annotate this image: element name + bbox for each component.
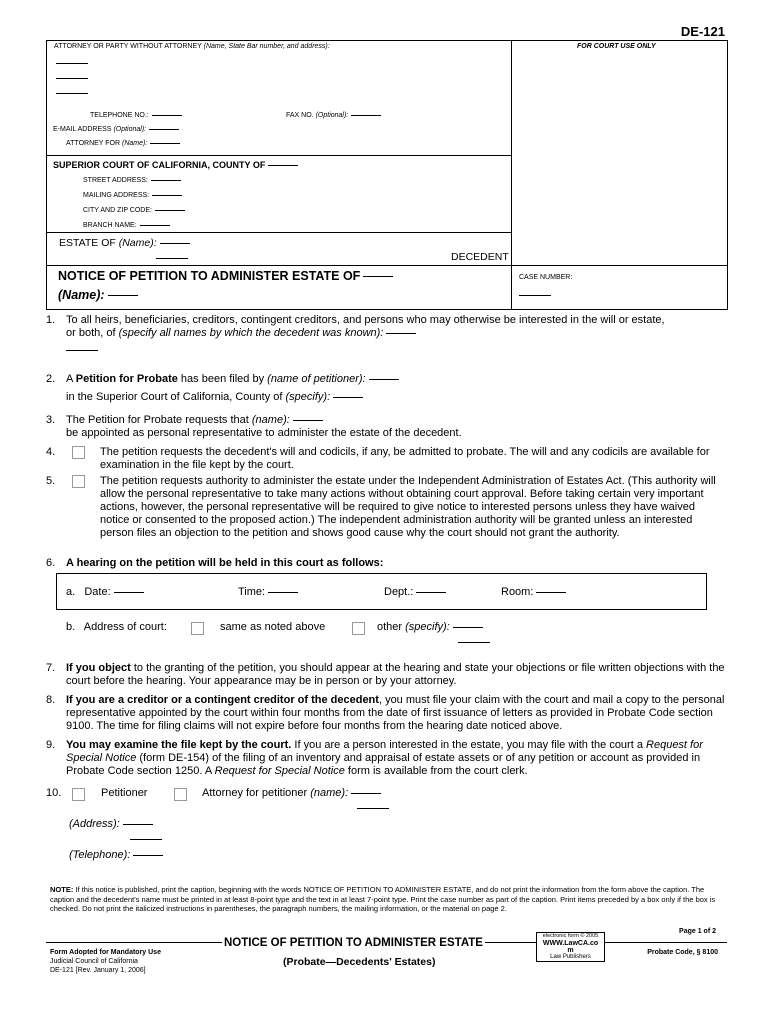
notice-name-field[interactable]: (Name): [58,288,138,302]
other-address-line[interactable] [458,642,490,643]
item-10-number: 10. [46,787,62,799]
street-address-field[interactable]: STREET ADDRESS: [83,177,181,184]
same-as-noted-label: same as noted above [220,621,326,633]
page-number: Page 1 of 2 [679,928,716,935]
address-field[interactable]: (Address): [69,818,153,831]
item-7-text: If you object to the granting of the petition, you should appear at the hearing and state your objections or file written objections with the court before the hearing. Your appearance may be in person or by your attorney. [66,662,725,687]
court-name-field[interactable]: SUPERIOR COURT OF CALIFORNIA, COUNTY OF [53,160,298,170]
address-of-court-label: b. Address of court: [66,621,167,633]
item-5-text: The petition requests authority to administer the estate under the Independent Administration of Estates Act. (This authority will allow the personal representative to take many actions without obtaining court approval. Before taking certain very important actions, however, the personal representative will be required to give notice to interested persons unless they have waived notice or consented to the proposed action.) The independent administration authority will be granted unless an interested person files an objection to the petition and shows good cause why the court should not grant the authority. [100,475,716,539]
estate-name-line[interactable] [156,258,188,259]
court-use-label: FOR COURT USE ONLY [577,43,656,50]
judicial-council: Judicial Council of California [50,958,138,965]
fax-field[interactable]: FAX NO. (Optional): [286,112,381,119]
item-4-checkbox[interactable] [72,446,85,459]
hearing-dept-field[interactable]: Dept.: [384,586,446,599]
probate-code: Probate Code, § 8100 [647,949,718,956]
attorney-line-3[interactable] [56,93,88,94]
other-address-checkbox[interactable] [352,622,365,635]
item-2-county[interactable]: in the Superior Court of California, County of (specify): [66,391,363,404]
hearing-room-field[interactable]: Room: [501,586,566,599]
item-9-number: 9. [46,739,56,751]
item-8-number: 8. [46,694,56,706]
other-address-field[interactable]: other (specify): [377,621,483,634]
item-6-number: 6. [46,557,56,569]
branch-name-field[interactable]: BRANCH NAME: [83,222,170,229]
attorney-line-1[interactable] [56,63,88,64]
item-9-text: You may examine the file kept by the court. If you are a person interested in the estate, you may file with the court a Request for Special Notice (form DE-154) of the filing of an inventory and appraisal of estate assets or of any petition or account as provided in Probate Code section 1250. A Request for Special Notice form is available from the court clerk. [66,739,703,777]
item-2-number: 2. [46,373,56,385]
petitioner-checkbox[interactable] [72,788,85,801]
note-text: NOTE: If this notice is published, print the caption, beginning with the words NOTICE OF PETITION TO ADMINISTER ESTATE, and do not print the information from the form above the caption. The caption and the decedent's name must be printed in at least 8-point type and the text in at least 7-point type. Print the case number as part of the caption. Print items preceded by a box only if the box is checked. Do not print the italicized instructions in parentheses, the paragraph numbers, the mailing information, or the material on page 2. [50,885,716,913]
item-1-number: 1. [46,314,56,326]
form-id: DE-121 [680,24,725,39]
item-5-number: 5. [46,475,56,487]
petitioner-label: Petitioner [101,787,148,799]
hearing-time-field[interactable]: Time: [238,586,298,599]
item-7-number: 7. [46,662,56,674]
hearing-date-field[interactable]: a. Date: [66,586,144,599]
attorney-petitioner-field[interactable]: Attorney for petitioner (name): [202,787,381,800]
form-adopted: Form Adopted for Mandatory Use [50,949,161,956]
city-zip-field[interactable]: CITY AND ZIP CODE: [83,207,185,214]
form-revision: DE-121 [Rev. January 1, 2006] [50,967,146,974]
notice-title: NOTICE OF PETITION TO ADMINISTER ESTATE OF [58,269,393,283]
item-6-text: A hearing on the petition will be held in this court as follows: [66,557,384,569]
item-4-number: 4. [46,446,56,458]
footer-title: NOTICE OF PETITION TO ADMINISTER ESTATE [224,937,483,949]
hearing-box [56,573,707,610]
decedent-label: DECEDENT [451,251,509,263]
item-5-checkbox[interactable] [72,475,85,488]
address-line-2[interactable] [130,839,162,840]
item-4-text: The petition requests the decedent's will and codicils, if any, be admitted to probate. The will and any codicils are available for examination in the file kept by the court. [100,446,710,471]
item-3-number: 3. [46,414,56,426]
telephone-field[interactable]: TELEPHONE NO.: [90,112,182,119]
footer-subtitle: (Probate—Decedents' Estates) [283,956,436,968]
attorney-petitioner-checkbox[interactable] [174,788,187,801]
attorney-label: ATTORNEY OR PARTY WITHOUT ATTORNEY (Name, State Bar number, and address): [54,43,330,50]
item-1-text: To all heirs, beneficiaries, creditors, contingent creditors, and persons who may otherwise be interested in the will or estate, or both, of (specify all names by which the decedent was known): [66,314,665,339]
attorney-line-2[interactable] [56,78,88,79]
item-3-text: The Petition for Probate requests that (name): be appointed as personal representative to administer the estate of the decedent. [66,414,462,439]
publisher-stamp: electronic form © 2005 WWW.LawCA.co m Law Publishers [536,932,605,962]
same-as-noted-checkbox[interactable] [191,622,204,635]
attorney-for-field[interactable]: ATTORNEY FOR (Name): [66,140,180,147]
case-number-label: CASE NUMBER: [519,274,573,281]
attorney-name-line[interactable] [357,808,389,809]
item-1-names-line[interactable] [66,350,98,351]
estate-of-field[interactable]: ESTATE OF (Name): [59,237,190,249]
item-2-text: A Petition for Probate has been filed by (name of petitioner): [66,373,399,386]
mailing-address-field[interactable]: MAILING ADDRESS: [83,192,182,199]
telephone-field-10[interactable]: (Telephone): [69,849,163,862]
item-8-text: If you are a creditor or a contingent creditor of the decedent, you must file your claim with the court and mail a copy to the personal representative appointed by the court within four months from the date of first issuance of letters as provided in Probate Code section 9100. The time for filing claims will not expire before four months from the hearing date noticed above. [66,694,725,732]
case-number-input[interactable] [519,295,551,296]
email-field[interactable]: E-MAIL ADDRESS (Optional): [53,126,179,133]
